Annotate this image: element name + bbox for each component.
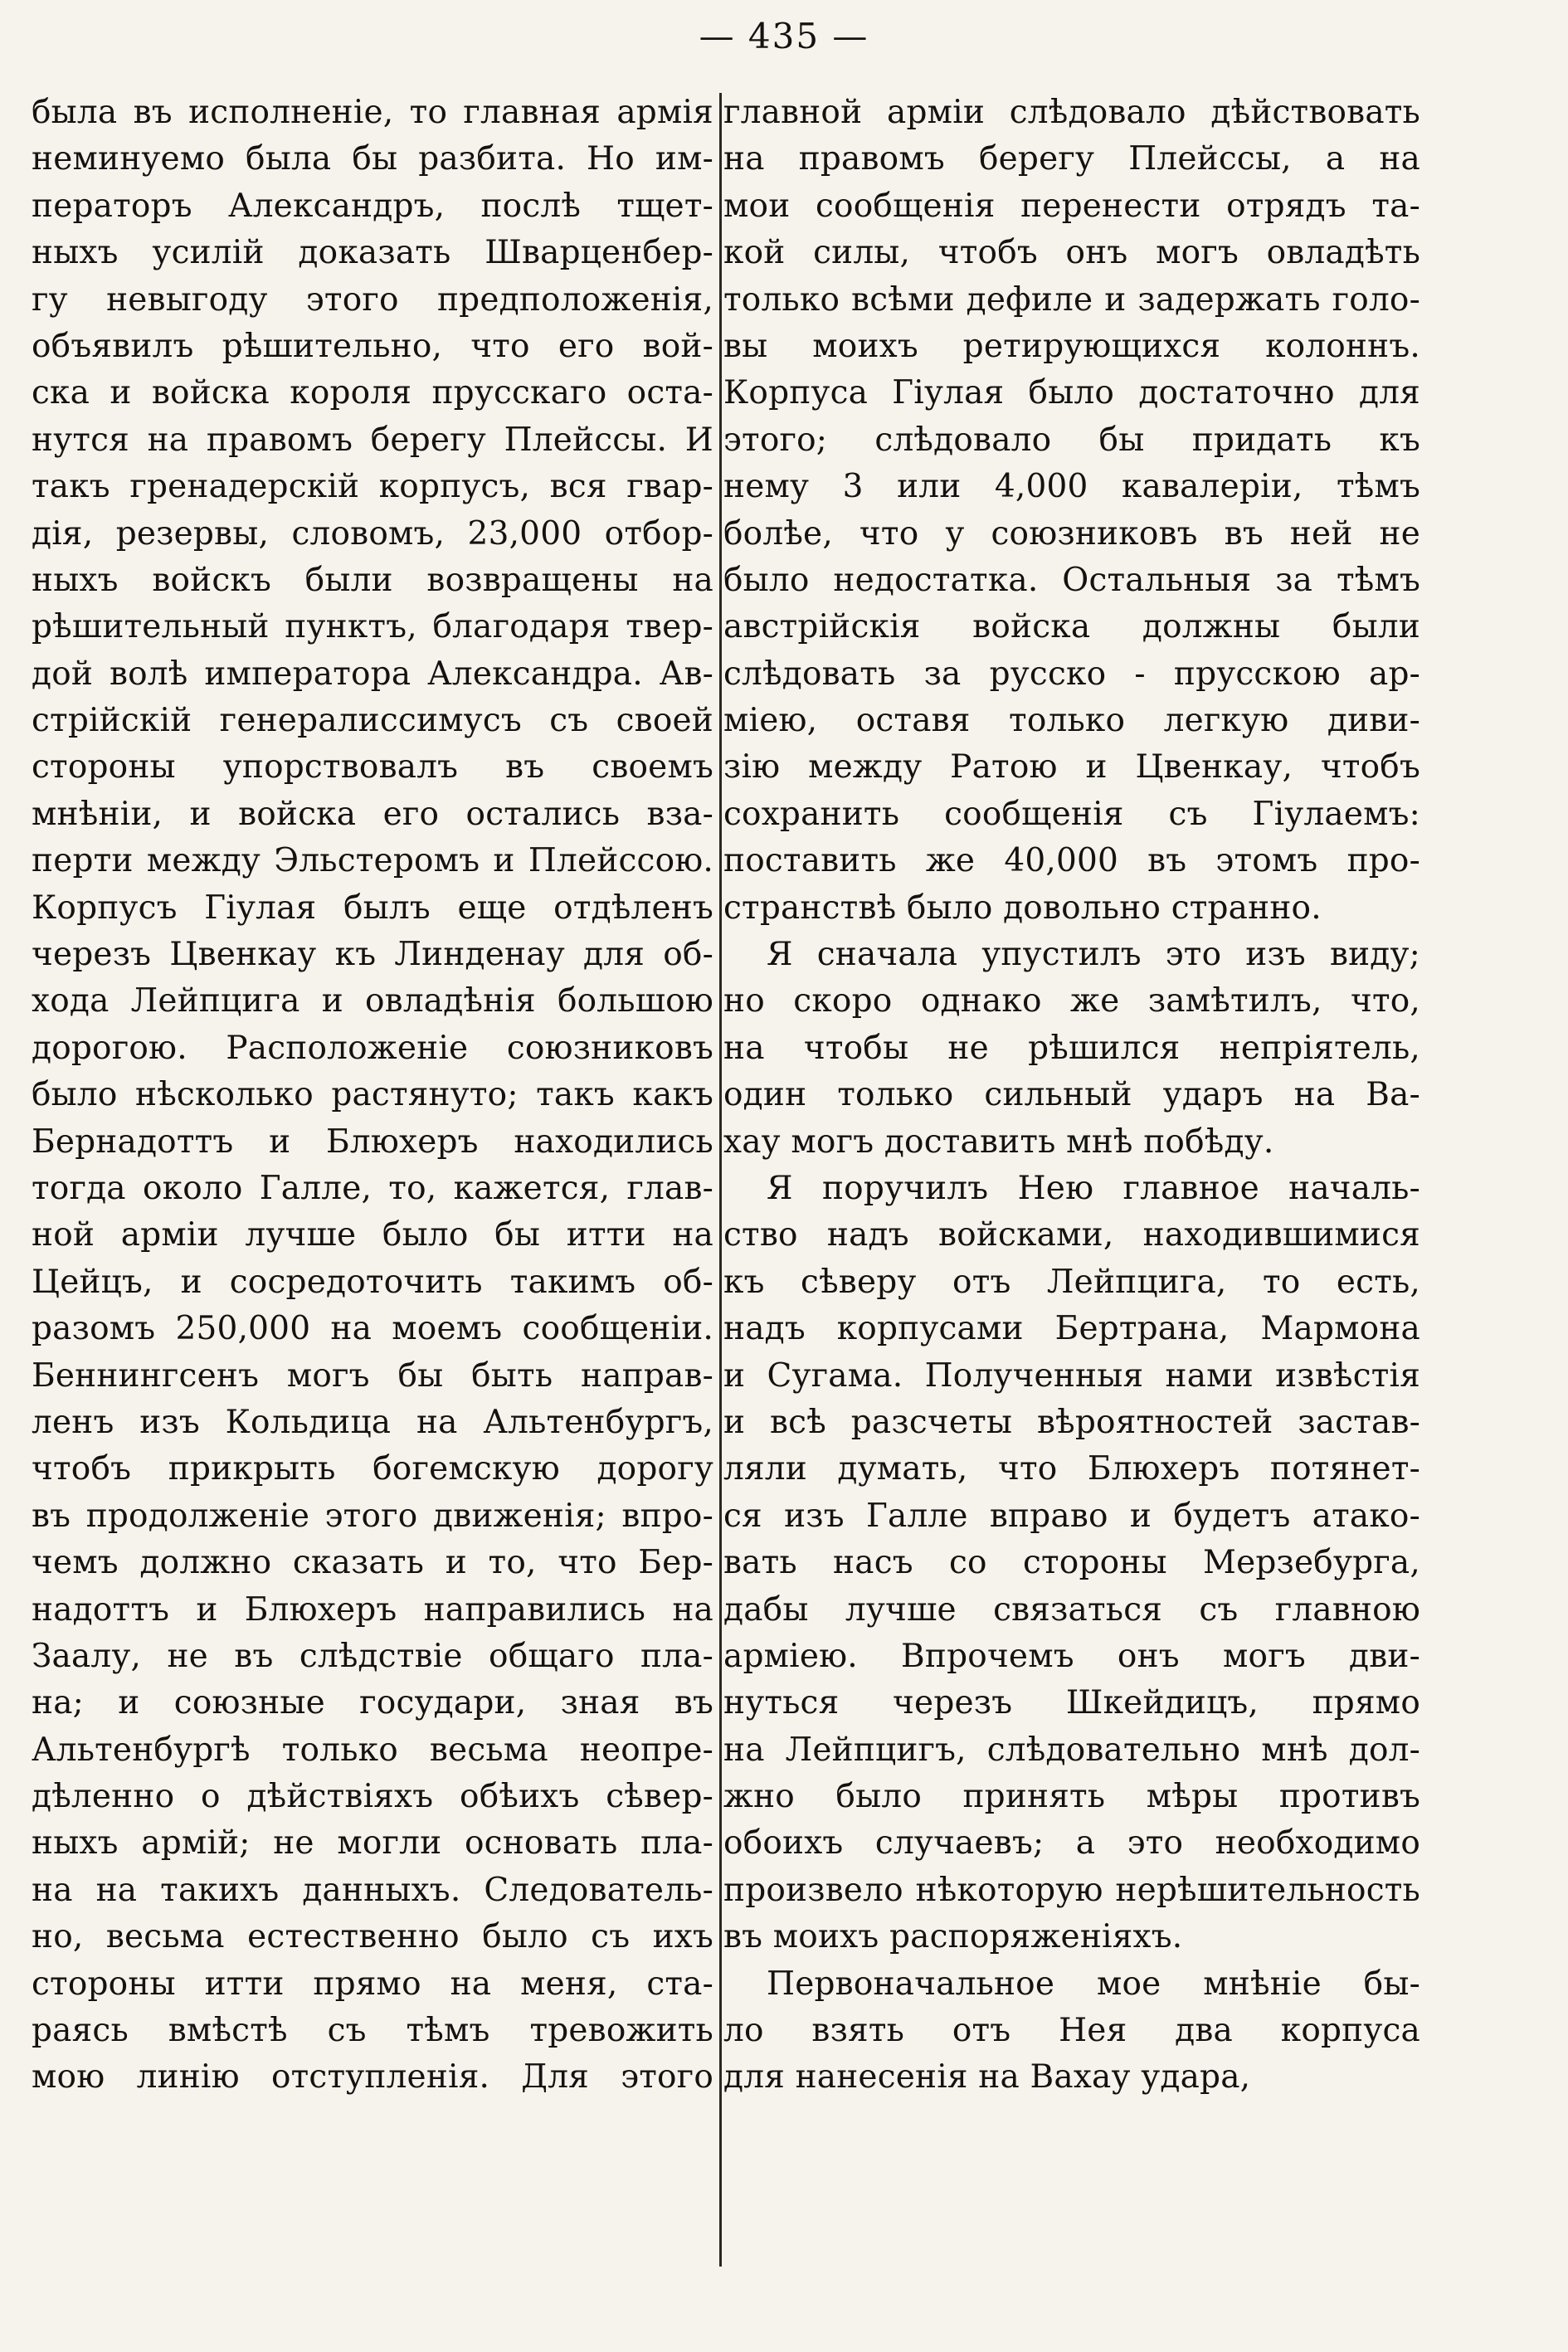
text-line: только всѣми дефиле и задержать голо- — [723, 280, 1420, 319]
text-line: Беннингсенъ могъ бы быть направ- — [32, 1356, 713, 1395]
text-line: нему 3 или 4,000 кавалеріи, тѣмъ — [723, 468, 1420, 506]
text-line: но скоро однако же замѣтилъ, что, — [723, 982, 1420, 1020]
text-line: ство надъ войсками, находившимися — [723, 1216, 1420, 1254]
text-line: мнѣніи, и войска его остались вза- — [32, 795, 713, 833]
text-line: австрійскія войска должны были — [723, 608, 1420, 646]
text-line: ныхъ армій; не могли основать пла- — [32, 1824, 713, 1863]
text-line: на правомъ берегу Плейссы, а на — [723, 140, 1420, 178]
text-line: было недостатка. Остальныя за тѣмъ — [723, 561, 1420, 599]
right-text-column — [723, 90, 1420, 2101]
text-line: раясь вмѣстѣ съ тѣмъ тревожить — [32, 2012, 713, 2050]
text-line: стороны упорствовалъ въ своемъ — [32, 748, 713, 786]
text-line: ляли думать, что Блюхеръ потянет- — [723, 1450, 1420, 1488]
text-line: Альтенбургѣ только весьма неопре- — [32, 1731, 713, 1769]
text-line: стрійскій генералиссимусъ съ своей — [32, 702, 713, 740]
text-line: черезъ Цвенкау къ Линденау для об- — [32, 936, 713, 974]
text-line: Заалу, не въ слѣдствіе общаго пла- — [32, 1637, 713, 1675]
text-line: міею, оставя только легкую диви- — [723, 702, 1420, 740]
text-line: на Лейпцигъ, слѣдовательно мнѣ дол- — [723, 1731, 1420, 1769]
paragraph-start-line: Первоначальное мое мнѣніе бы- — [767, 1965, 1420, 2003]
text-line: на чтобы не рѣшился непріятель, — [723, 1029, 1420, 1067]
text-line: для нанесенія на Вахау удара, — [723, 2058, 1251, 2096]
text-line: произвело нѣкоторую нерѣшительность — [723, 1871, 1420, 1909]
column-divider — [719, 93, 722, 2267]
text-line: разомъ 250,000 на моемъ сообщеніи. — [32, 1310, 713, 1348]
text-line: странствѣ было довольно странно. — [723, 889, 1322, 927]
text-line: на на такихъ данныхъ. Следователь- — [32, 1871, 713, 1909]
text-line: нуться черезъ Шкейдицъ, прямо — [723, 1684, 1420, 1722]
text-line: кой силы, чтобъ онъ могъ овладѣть — [723, 234, 1420, 272]
text-line: перти между Эльстеромъ и Плейссою. — [32, 842, 713, 880]
text-line: надъ корпусами Бертрана, Мармона — [723, 1310, 1420, 1348]
text-line: чемъ должно сказать и то, что Бер- — [32, 1544, 713, 1582]
text-line: неминуемо была бы разбита. Но им- — [32, 140, 713, 178]
text-line: нутся на правомъ берегу Плейссы. И — [32, 421, 713, 459]
text-line: но, весьма естественно было съ ихъ — [32, 1918, 713, 1956]
text-line: дія, резервы, словомъ, 23,000 отбор- — [32, 514, 713, 553]
text-line: Бернадоттъ и Блюхеръ находились — [32, 1122, 713, 1161]
text-line: один только сильный ударъ на Ва- — [723, 1076, 1420, 1114]
text-line: мою линію отступленія. Для этого — [32, 2058, 713, 2096]
text-line: тогда около Галле, то, кажется, глав- — [32, 1169, 713, 1207]
text-line: поставить же 40,000 въ этомъ про- — [723, 842, 1420, 880]
text-line: гу невыгоду этого предположенія, — [32, 280, 713, 319]
text-line: ной арміи лучше было бы итти на — [32, 1216, 713, 1254]
text-line: ныхъ войскъ были возвращены на — [32, 561, 713, 599]
text-line: арміею. Впрочемъ онъ могъ дви- — [723, 1637, 1420, 1675]
text-line: сохранить сообщенія съ Гіулаемъ: — [723, 795, 1420, 833]
text-line: ныхъ усилій доказать Шварценбер- — [32, 234, 713, 272]
text-line: такъ гренадерскій корпусъ, вся гвар- — [32, 468, 713, 506]
text-line: обоихъ случаевъ; а это необходимо — [723, 1824, 1420, 1863]
text-line: ленъ изъ Кольдица на Альтенбургъ, — [32, 1403, 713, 1441]
text-line: хау могъ доставить мнѣ побѣду. — [723, 1122, 1274, 1161]
text-line: была въ исполненіе, то главная армія — [32, 94, 713, 131]
text-line: объявилъ рѣшительно, что его вой- — [32, 327, 713, 365]
text-line: болѣе, что у союзниковъ въ ней не — [723, 514, 1420, 553]
text-line: въ продолженіе этого движенія; впро- — [32, 1497, 713, 1535]
text-line: дорогою. Расположеніе союзниковъ — [32, 1029, 713, 1067]
text-line: и Сугама. Полученныя нами извѣстія — [723, 1356, 1420, 1395]
text-line: стороны итти прямо на меня, ста- — [32, 1965, 713, 2003]
left-text-column — [32, 90, 713, 2101]
text-line: ператоръ Александръ, послѣ тщет- — [32, 187, 713, 225]
text-line: ска и войска короля прусскаго оста- — [32, 374, 713, 412]
text-line: дабы лучше связаться съ главною — [723, 1590, 1420, 1629]
text-line: хода Лейпцига и овладѣнія большою — [32, 982, 713, 1020]
paragraph-start-line: Я поручилъ Нею главное началь- — [767, 1169, 1420, 1207]
text-line: Корпуса Гіулая было достаточно для — [723, 374, 1420, 412]
text-line: зію между Ратою и Цвенкау, чтобъ — [723, 748, 1420, 786]
page-number: — 435 — — [699, 16, 869, 56]
text-line: мои сообщенія перенести отрядъ та- — [723, 187, 1420, 225]
text-line: Корпусъ Гіулая былъ еще отдѣленъ — [32, 889, 713, 927]
text-line: ло взять отъ Нея два корпуса — [723, 2012, 1420, 2050]
text-line: жно было принять мѣры противъ — [723, 1778, 1420, 1816]
text-line: на; и союзные государи, зная въ — [32, 1684, 713, 1722]
text-line: дой волѣ императора Александра. Ав- — [32, 655, 713, 693]
text-line: вать насъ со стороны Мерзебурга, — [723, 1544, 1420, 1582]
text-line: рѣшительный пунктъ, благодаря твер- — [32, 608, 713, 646]
paragraph-start-line: Я сначала упустилъ это изъ виду; — [767, 936, 1420, 974]
text-line: въ моихъ распоряженіяхъ. — [723, 1918, 1183, 1956]
text-line: слѣдовать за русско - прусскою ар- — [723, 655, 1420, 693]
text-line: и всѣ разсчеты вѣроятностей застав- — [723, 1403, 1420, 1441]
text-line: этого; слѣдовало бы придать къ — [723, 421, 1420, 459]
text-line: чтобъ прикрыть богемскую дорогу — [32, 1450, 713, 1488]
text-line: Цейцъ, и сосредоточить такимъ об- — [32, 1263, 713, 1301]
text-line: дѣленно о дѣйствіяхъ обѣихъ сѣвер- — [32, 1778, 713, 1816]
text-line: было нѣсколько растянуто; такъ какъ — [32, 1076, 713, 1114]
text-line: главной арміи слѣдовало дѣйствовать — [723, 94, 1420, 131]
text-line: ся изъ Галле вправо и будетъ атако- — [723, 1497, 1420, 1535]
text-line: къ сѣверу отъ Лейпцига, то есть, — [723, 1263, 1420, 1301]
text-line: надоттъ и Блюхеръ направились на — [32, 1590, 713, 1629]
text-line: вы моихъ ретирующихся колоннъ. — [723, 327, 1420, 365]
